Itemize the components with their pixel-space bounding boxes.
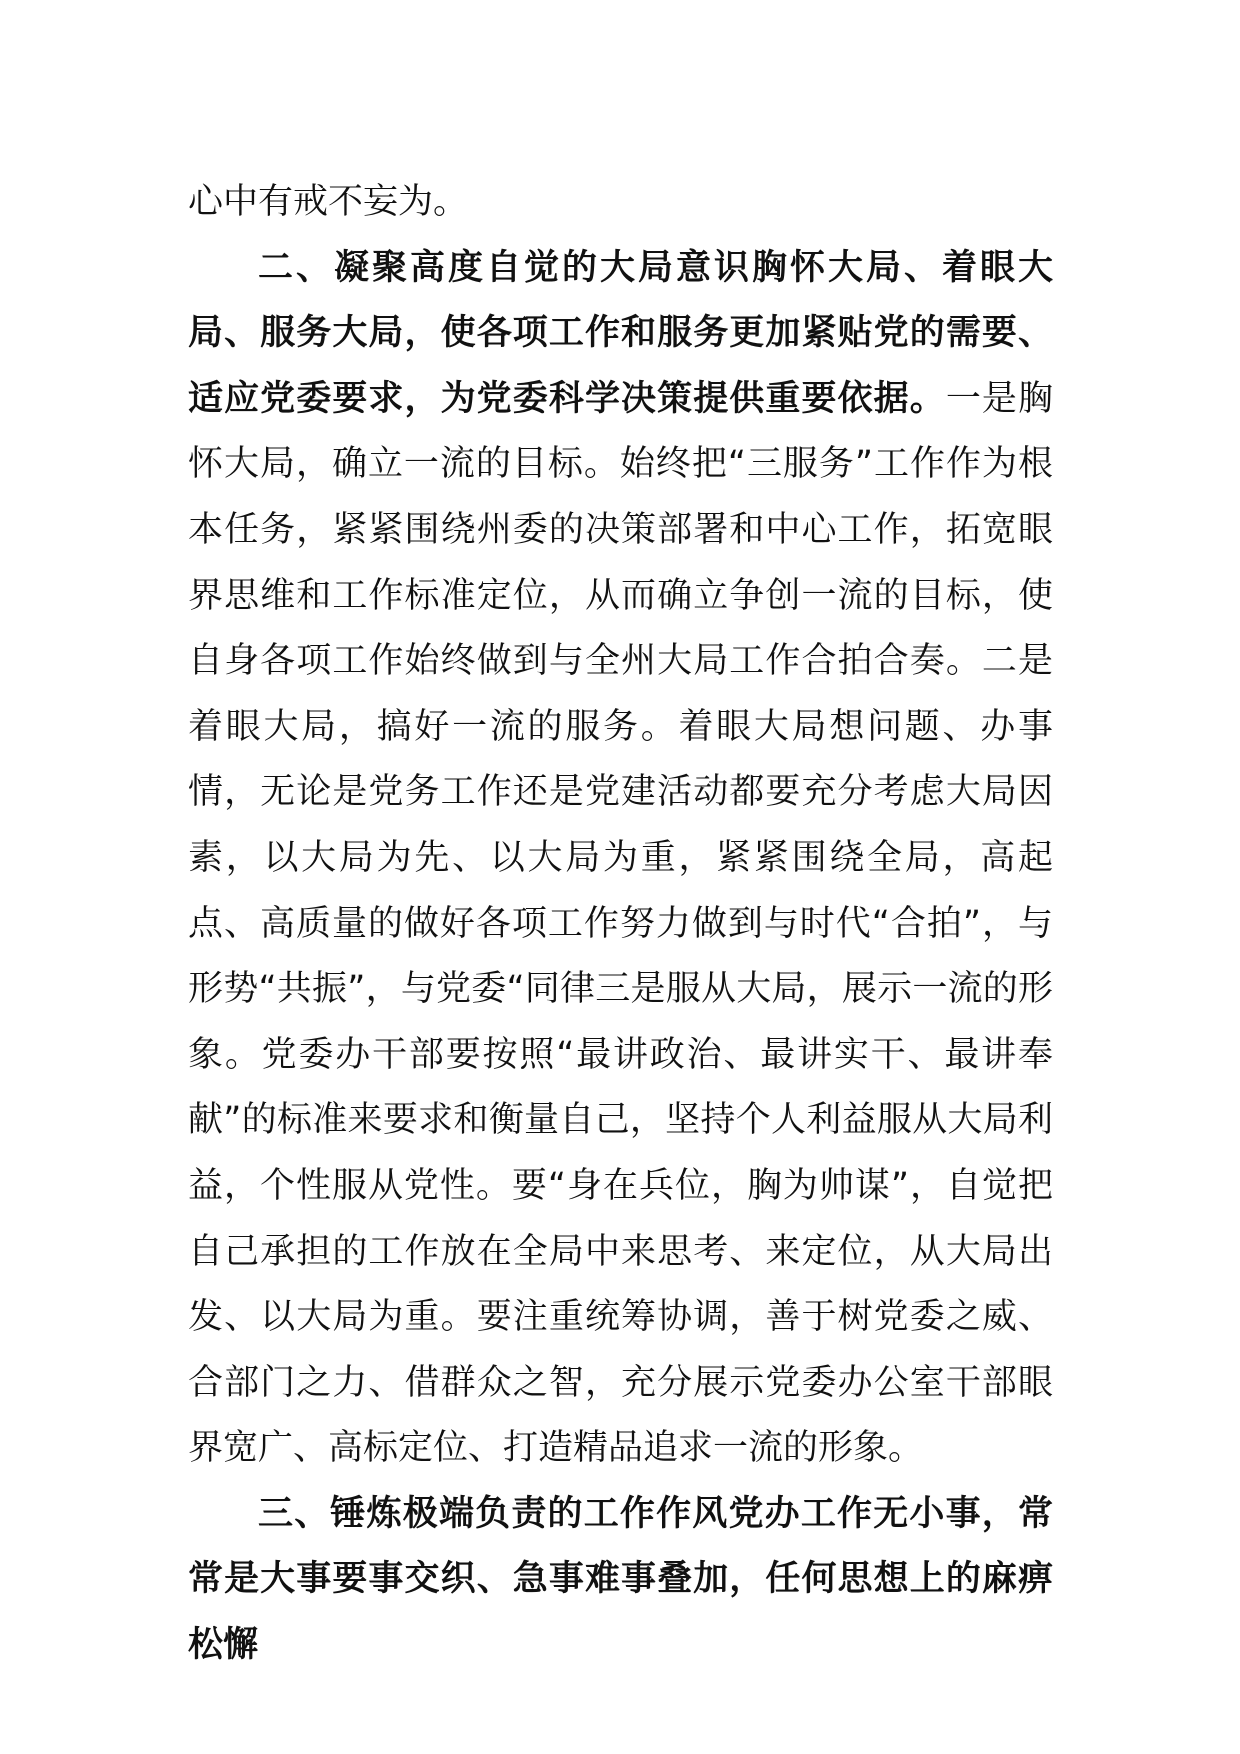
paragraph-2 [188,236,1053,1482]
paragraph-2-text: 一是胸怀大局，确立一流的目标。始终把“三服务”工作作为根本任务，紧紧围绕州委的决策部署和中心工作，拓宽眼界思维和工作标准定位，从而确立争创一流的目标，使自身各项工作始终做到与全州大局工作合拍合奏。二是着眼大局，搞好一流的服务。着眼大局想问题、办事情，无论是党务工作还是党建活动都要充分考虑大局因素，以大局为先、以大局为重，紧紧围绕全局，高起点、高质量的做好各项工作努力做到与时代“合拍”，与形势“共振”，与党委“同律三是服从大局，展示一流的形象。党委办干部要按照“最讲政治、最讲实干、最讲奉献”的标准来要求和衡量自己，坚持个人利益服从大局利益，个性服从党性。要“身在兵位，胸为帅谋”，自觉把自己承担的工作放在全局中来思考、来定位，从大局出发、以大局为重。要注重统筹协调，善于树党委之威、合部门之力、借群众之智，充分展示党委办公室干部眼界宽广、高标定位、打造精品追求一流的形象。 [188,378,1053,1469]
paragraph-3 [188,1482,1053,1679]
paragraph-1-text: 心中有戒不妄为。 [188,182,469,222]
paragraph-2-heading: 二、凝聚高度自觉的大局意识胸怀大局、着眼大局、服务大局，使各项工作和服务更加紧贴党的需要、适应党委要求，为党委科学决策提供重要依据。 [188,247,1053,419]
paragraph-1 [188,170,1053,236]
paragraph-3-heading: 三、锤炼极端负责的工作作风党办工作无小事，常常是大事要事交织、急事难事叠加，任何思想上的麻痹松懈 [188,1493,1053,1666]
document-body [188,170,1053,1679]
